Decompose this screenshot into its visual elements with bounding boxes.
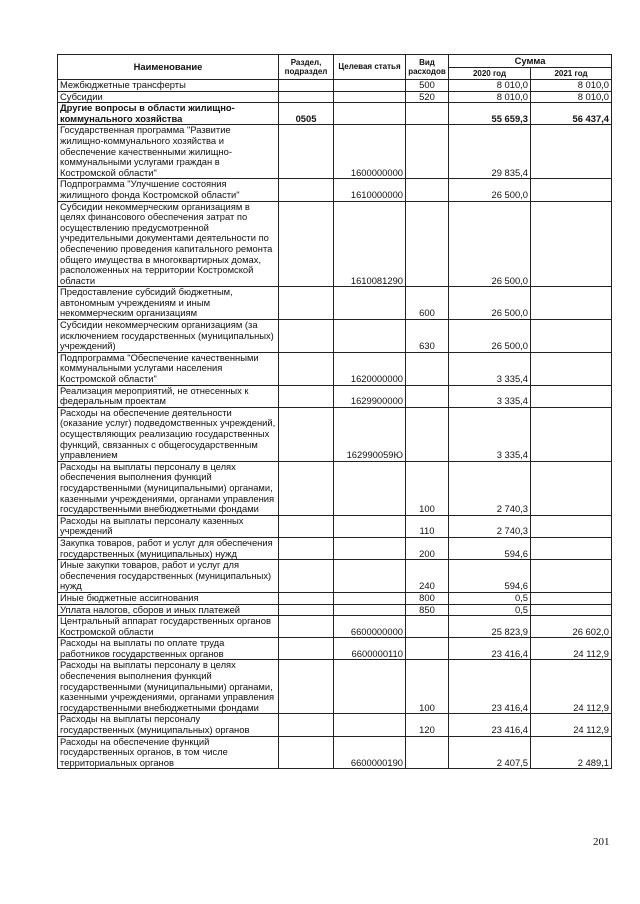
row-sum-2020: 3 335,4: [449, 352, 531, 385]
row-sum-2020: 594,6: [449, 537, 531, 559]
row-sum-2021: [531, 201, 612, 287]
row-section: [279, 80, 334, 92]
table-row: [58, 407, 612, 461]
row-name: Субсидии некоммерческим организациям в целях финансового обеспечения затрат по осуществлению предусмотренной учредительными документами деятельности по обеспечению проведения капитального ремонта общего имущества в многоквартирных домах, расположенных на территории Костромской области: [58, 201, 279, 287]
row-name: Предоставление субсидий бюджетным, автономным учреждениям и иным некоммерческим организациям: [58, 287, 279, 320]
header-target: Целевая статья: [334, 55, 406, 80]
row-name: Расходы на выплаты по оплате труда работников государственных органов: [58, 638, 279, 660]
table-row: [58, 604, 612, 616]
table-row: [58, 385, 612, 407]
row-section: [279, 660, 334, 714]
table-row: [58, 616, 612, 638]
row-name: Межбюджетные трансферты: [58, 80, 279, 92]
row-kind: [406, 736, 449, 769]
row-target: 162990059Ю: [334, 407, 406, 461]
row-target: 1629900000: [334, 385, 406, 407]
row-sum-2020: 23 416,4: [449, 714, 531, 736]
table-row: [58, 287, 612, 320]
row-name: Центральный аппарат государственных органов Костромской области: [58, 616, 279, 638]
row-sum-2021: [531, 515, 612, 537]
row-section: [279, 736, 334, 769]
row-sum-2021: [531, 592, 612, 604]
row-sum-2020: 26 500,0: [449, 201, 531, 287]
row-target: 1610081290: [334, 201, 406, 287]
table-row: [58, 91, 612, 103]
row-section: [279, 592, 334, 604]
row-sum-2021: [531, 179, 612, 201]
row-name: Иные закупки товаров, работ и услуг для обеспечения государственных (муниципальных) нужд: [58, 560, 279, 593]
table-row: [58, 560, 612, 593]
table-row: [58, 660, 612, 714]
row-section: [279, 125, 334, 179]
row-name: Расходы на выплаты персоналу казенных учреждений: [58, 515, 279, 537]
row-section: [279, 352, 334, 385]
row-kind: [406, 125, 449, 179]
row-name: Расходы на обеспечение деятельности (оказание услуг) подведомственных учреждений, осуществляющих реализацию государственных функций, связанных с общегосударственным управлением: [58, 407, 279, 461]
row-sum-2021: [531, 352, 612, 385]
row-target: [334, 537, 406, 559]
table-row: [58, 537, 612, 559]
row-section: [279, 407, 334, 461]
row-sum-2020: 0,5: [449, 592, 531, 604]
row-kind: [406, 352, 449, 385]
table-row: [58, 461, 612, 515]
row-section: [279, 714, 334, 736]
row-section: [279, 537, 334, 559]
row-name: Расходы на выплаты персоналу в целях обеспечения выполнения функций государственными (муниципальными) органами, казенными учреждениями, органами управления государственными внебюджетными фондами: [58, 660, 279, 714]
row-sum-2021: [531, 537, 612, 559]
row-sum-2020: 594,6: [449, 560, 531, 593]
row-sum-2021: [531, 407, 612, 461]
row-target: 1600000000: [334, 125, 406, 179]
row-sum-2021: [531, 560, 612, 593]
row-section: [279, 638, 334, 660]
row-sum-2020: 25 823,9: [449, 616, 531, 638]
table-row: [58, 515, 612, 537]
row-name: Расходы на выплаты персоналу государственных (муниципальных) органов: [58, 714, 279, 736]
budget-table: [57, 54, 612, 769]
row-name: Субсидии некоммерческим организациям (за исключением государственных (муниципальных) учреждений): [58, 320, 279, 353]
row-target: [334, 515, 406, 537]
row-target: 6600000000: [334, 616, 406, 638]
row-name: Закупка товаров, работ и услуг для обеспечения государственных (муниципальных) нужд: [58, 537, 279, 559]
row-sum-2021: 2 489,1: [531, 736, 612, 769]
row-section: [279, 560, 334, 593]
row-kind: 100: [406, 660, 449, 714]
row-sum-2020: 2 740,3: [449, 461, 531, 515]
row-sum-2020: 2 740,3: [449, 515, 531, 537]
row-section: [279, 461, 334, 515]
row-name: Субсидии: [58, 91, 279, 103]
table-row: [58, 592, 612, 604]
row-section: [279, 515, 334, 537]
row-target: [334, 714, 406, 736]
row-sum-2020: 8 010,0: [449, 91, 531, 103]
row-kind: 850: [406, 604, 449, 616]
row-sum-2020: 23 416,4: [449, 638, 531, 660]
row-kind: [406, 385, 449, 407]
row-target: 6600000110: [334, 638, 406, 660]
row-sum-2021: 8 010,0: [531, 80, 612, 92]
row-target: [334, 660, 406, 714]
row-sum-2021: 8 010,0: [531, 91, 612, 103]
row-kind: [406, 407, 449, 461]
row-kind: 520: [406, 91, 449, 103]
row-sum-2021: 24 112,9: [531, 638, 612, 660]
header-name: Наименование: [58, 55, 279, 80]
row-kind: 500: [406, 80, 449, 92]
row-target: [334, 461, 406, 515]
table-row: [58, 320, 612, 353]
row-section: [279, 604, 334, 616]
row-sum-2021: [531, 287, 612, 320]
row-section: [279, 201, 334, 287]
row-sum-2020: 26 500,0: [449, 320, 531, 353]
row-name: Другие вопросы в области жилищно-коммунального хозяйства: [58, 103, 279, 125]
row-sum-2021: [531, 385, 612, 407]
row-name: Подпрограмма "Обеспечение качественными коммунальными услугами населения Костромской области": [58, 352, 279, 385]
table-row: [58, 352, 612, 385]
row-section: 0505: [279, 103, 334, 125]
row-kind: 240: [406, 560, 449, 593]
row-kind: [406, 638, 449, 660]
row-sum-2020: 2 407,5: [449, 736, 531, 769]
header-kind: Вид расходов: [406, 55, 449, 80]
header-section: Раздел, подраздел: [279, 55, 334, 80]
row-name: Иные бюджетные ассигнования: [58, 592, 279, 604]
row-kind: 630: [406, 320, 449, 353]
row-target: [334, 604, 406, 616]
table-row: [58, 103, 612, 125]
header-sum: Сумма: [449, 55, 612, 68]
row-target: [334, 320, 406, 353]
row-section: [279, 287, 334, 320]
row-name: Подпрограмма "Улучшение состояния жилищного фонда Костромской области": [58, 179, 279, 201]
row-sum-2020: 26 500,0: [449, 287, 531, 320]
table-row: [58, 125, 612, 179]
row-kind: [406, 179, 449, 201]
row-kind: 110: [406, 515, 449, 537]
row-target: 1610000000: [334, 179, 406, 201]
table-row: [58, 201, 612, 287]
row-target: [334, 91, 406, 103]
row-kind: 120: [406, 714, 449, 736]
table-row: [58, 80, 612, 92]
row-sum-2020: 3 335,4: [449, 407, 531, 461]
row-kind: [406, 616, 449, 638]
row-name: Расходы на выплаты персоналу в целях обеспечения выполнения функций государственными (муниципальными) органами, казенными учреждениями, органами управления государственными внебюджетными фондами: [58, 461, 279, 515]
row-sum-2020: 29 835,4: [449, 125, 531, 179]
page-number: 201: [593, 836, 610, 848]
row-sum-2021: 26 602,0: [531, 616, 612, 638]
row-kind: [406, 201, 449, 287]
header-year-2021: 2021 год: [531, 67, 612, 80]
row-name: Государственная программа "Развитие жилищно-коммунального хозяйства и обеспечение качественными жилищно-коммунальными услугами граждан в Костромской области": [58, 125, 279, 179]
table-body: [58, 80, 612, 769]
table-row: [58, 638, 612, 660]
header-year-2020: 2020 год: [449, 67, 531, 80]
row-target: [334, 287, 406, 320]
row-sum-2021: [531, 320, 612, 353]
row-kind: [406, 103, 449, 125]
row-sum-2021: [531, 125, 612, 179]
row-target: [334, 592, 406, 604]
row-target: 6600000190: [334, 736, 406, 769]
row-target: [334, 103, 406, 125]
row-section: [279, 385, 334, 407]
row-sum-2020: 26 500,0: [449, 179, 531, 201]
row-sum-2021: 56 437,4: [531, 103, 612, 125]
row-target: 1620000000: [334, 352, 406, 385]
row-sum-2020: 0,5: [449, 604, 531, 616]
row-name: Реализация мероприятий, не отнесенных к федеральным проектам: [58, 385, 279, 407]
row-section: [279, 91, 334, 103]
row-kind: 200: [406, 537, 449, 559]
row-kind: 800: [406, 592, 449, 604]
row-name: Расходы на обеспечение функций государственных органов, в том числе территориальных органов: [58, 736, 279, 769]
table-row: [58, 714, 612, 736]
table-row: [58, 179, 612, 201]
row-sum-2021: [531, 461, 612, 515]
row-sum-2021: 24 112,9: [531, 714, 612, 736]
row-name: Уплата налогов, сборов и иных платежей: [58, 604, 279, 616]
row-target: [334, 560, 406, 593]
row-sum-2020: 3 335,4: [449, 385, 531, 407]
row-section: [279, 320, 334, 353]
row-target: [334, 80, 406, 92]
row-sum-2020: 55 659,3: [449, 103, 531, 125]
row-sum-2021: 24 112,9: [531, 660, 612, 714]
row-kind: 100: [406, 461, 449, 515]
row-kind: 600: [406, 287, 449, 320]
row-section: [279, 616, 334, 638]
row-sum-2021: [531, 604, 612, 616]
table-row: [58, 736, 612, 769]
row-section: [279, 179, 334, 201]
row-sum-2020: 23 416,4: [449, 660, 531, 714]
row-sum-2020: 8 010,0: [449, 80, 531, 92]
